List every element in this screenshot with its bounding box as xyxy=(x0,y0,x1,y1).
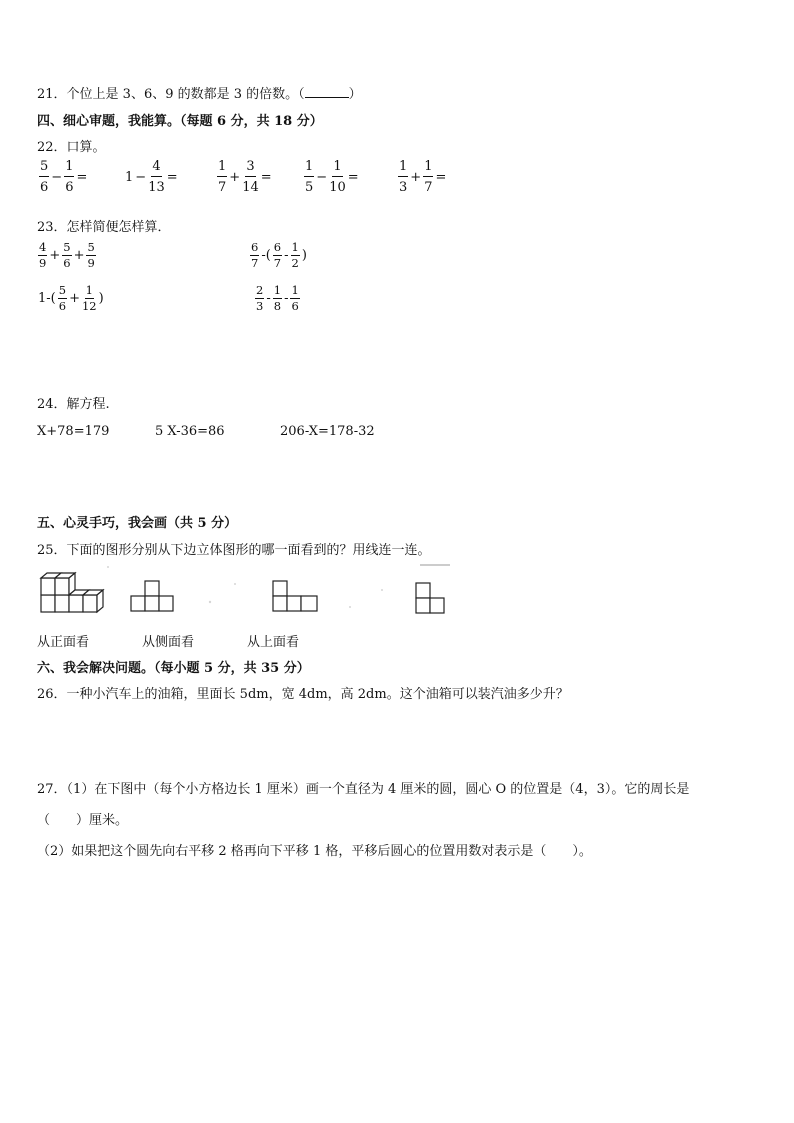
view-shape-c xyxy=(416,583,444,613)
fraction: $\frac{3}{14}$ xyxy=(242,159,259,195)
fraction: $\frac{5}{6}$ xyxy=(63,240,71,270)
q22-item-5: $\frac{1}{3}$ + $\frac{1}{7}$ = xyxy=(399,159,447,195)
fraction: $\frac{5}{6}$ xyxy=(58,283,67,313)
section-6-heading: 六、我会解决问题。（每小题 5 分，共 35 分） xyxy=(37,661,310,676)
fraction: $\frac{4}{13}$ xyxy=(148,159,165,195)
q22-item-4: $\frac{1}{5}$ − $\frac{1}{10}$ = xyxy=(305,159,359,195)
question-23-title: 23．怎样简便怎样算． xyxy=(37,220,171,235)
fraction: $\frac{2}{3}$ xyxy=(256,283,264,313)
fraction: $\frac{5}{9}$ xyxy=(87,240,95,270)
equation-2: 5 X-36=86 xyxy=(155,424,225,439)
section-5-heading: 五、心灵手巧，我会画（共 5 分） xyxy=(37,516,238,531)
fraction: $\frac{5}{6}$ xyxy=(40,159,49,195)
fraction: $\frac{4}{9}$ xyxy=(39,240,47,270)
question-27-part-1: 27．（1）在下图中（每个小方格边长 1 厘米）画一个直径为 4 厘米的圆，圆心 O 的位置是（4，3）。它的周长是 xyxy=(37,782,690,797)
q23-expression-3: 1-( $\frac{5}{6}$ + $\frac{1}{12}$ ) xyxy=(38,283,104,313)
q22-item-1: $\frac{5}{6}$ − $\frac{1}{6}$ = xyxy=(40,159,88,195)
view-label-front: 从正面看 xyxy=(37,635,90,650)
question-21 xyxy=(37,83,362,102)
views-figures xyxy=(30,562,470,624)
fraction: $\frac{1}{12}$ xyxy=(81,283,97,313)
fraction: $\frac{6}{7}$ xyxy=(273,240,282,270)
section-4-heading: 四、细心审题，我能算。（每题 6 分，共 18 分） xyxy=(37,114,323,129)
fraction: $\frac{1}{3}$ xyxy=(399,159,408,195)
solid-figure xyxy=(41,573,103,612)
fraction: $\frac{1}{7}$ xyxy=(218,159,227,195)
fraction: $\frac{1}{10}$ xyxy=(329,159,346,195)
question-25-text: 25．下面的图形分别从下边立体图形的哪一面看到的？用线连一连。 xyxy=(37,543,431,558)
question-21-text: 21．个位上是 3、6、9 的数都是 3 的倍数。（ xyxy=(37,87,305,102)
q23-expression-4: $\frac{2}{3}$ - $\frac{1}{8}$ - $\frac{1}{6}$ xyxy=(256,283,299,313)
question-22-title: 22．口算。 xyxy=(37,140,106,155)
equation-1: X+78=179 xyxy=(37,424,110,439)
equation-3: 206-X=178-32 xyxy=(280,424,375,439)
fraction: $\frac{1}{8}$ xyxy=(273,283,282,313)
answer-blank[interactable] xyxy=(305,86,349,98)
fraction: $\frac{1}{5}$ xyxy=(305,159,314,195)
q23-expression-1: $\frac{4}{9}$ + $\frac{5}{6}$ + $\frac{5}{9}$ xyxy=(39,240,95,270)
fraction: $\frac{1}{7}$ xyxy=(424,159,433,195)
question-26-text: 26．一种小汽车上的油箱，里面长 5dm，宽 4dm，高 2dm。这个油箱可以装汽油多少升？ xyxy=(37,687,569,702)
view-label-top: 从上面看 xyxy=(247,635,300,650)
q22-item-2: 1 − $\frac{4}{13}$ = xyxy=(125,159,178,195)
fraction: $\frac{1}{6}$ xyxy=(291,283,299,313)
question-24-title: 24．解方程. xyxy=(37,397,110,412)
fraction: $\frac{6}{7}$ xyxy=(251,240,259,270)
fraction: $\frac{1}{6}$ xyxy=(65,159,74,195)
view-shape-b xyxy=(273,581,317,611)
q23-expression-2: $\frac{6}{7}$ -( $\frac{6}{7}$ - $\frac{1}{2}$ ) xyxy=(251,240,307,270)
q22-item-3: $\frac{1}{7}$ + $\frac{3}{14}$ = xyxy=(218,159,272,195)
fraction: $\frac{1}{2}$ xyxy=(291,240,299,270)
question-21-close: ） xyxy=(348,87,362,102)
view-shape-a xyxy=(131,581,173,611)
question-27-part-1-blank: （ ）厘米。 xyxy=(37,813,129,828)
question-27-part-2: （2）如果把这个圆先向右平移 2 格再向下平移 1 格，平移后圆心的位置用数对表示是（ ）。 xyxy=(37,844,592,859)
view-label-side: 从侧面看 xyxy=(142,635,195,650)
